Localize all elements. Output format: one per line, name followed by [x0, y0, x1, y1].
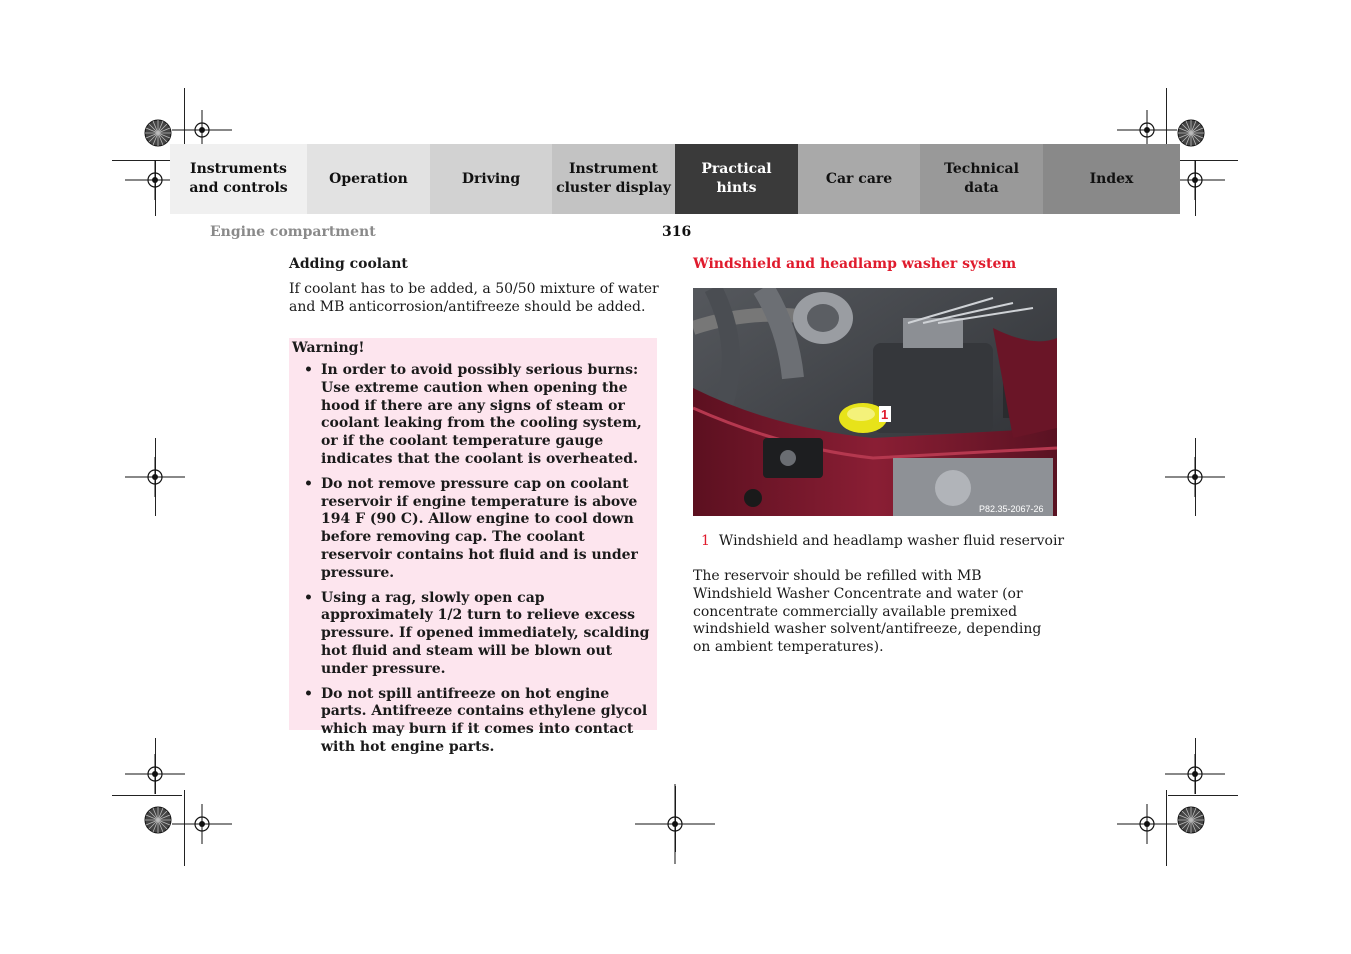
bullet-icon: •: [304, 685, 313, 702]
engine-illustration: [693, 288, 1057, 516]
chapter-tabs: [170, 144, 1180, 214]
adding-coolant-heading: Adding coolant: [289, 256, 408, 272]
warning-box: [289, 338, 657, 755]
tab-index[interactable]: Index: [1043, 144, 1180, 214]
page-number: 316: [662, 224, 692, 240]
engine-compartment-photo: [693, 288, 1057, 516]
tab-car-care[interactable]: Car care: [798, 144, 920, 214]
section-title: Engine compartment: [210, 224, 376, 240]
left-column: [289, 256, 659, 316]
tab-instruments-and-controls[interactable]: Instruments and controls: [170, 144, 307, 214]
caption-text: Windshield and headlamp washer fluid reservoir: [718, 533, 1065, 549]
photo-code: P82.35-2067-26: [979, 504, 1044, 514]
caption-number: 1: [701, 533, 710, 549]
warning-title: Warning!: [292, 340, 365, 356]
warning-item: • Do not remove pressure cap on coolant reservoir if engine temperature is above 194 F (90 C). Allow engine to cool down before removing cap. The coolant reservoir contains hot fluid and is under pressure.: [304, 475, 638, 581]
warning-item: • In order to avoid possibly serious burns: Use extreme caution when opening the hood if there are any signs of steam or coolant leaking from the cooling system, or if the coolant temperature gauge indicates that the coolant is overheated.: [304, 362, 642, 467]
warning-list: [292, 362, 651, 757]
tab-instrument-cluster-display[interactable]: Instrument cluster display: [552, 144, 675, 214]
reservoir-refill-text: The reservoir should be refilled with MB Windshield Washer Concentrate and water (or concentrate commercially available premixed windshield washer solvent/antifreeze, depending on ambient temperatures).: [693, 568, 1042, 656]
bullet-icon: •: [304, 589, 313, 606]
warning-item: • Using a rag, slowly open cap approximately 1/2 turn to relieve excess pressure. If opened immediately, scalding hot fluid and steam will be blown out under pressure.: [304, 589, 650, 677]
adding-coolant-intro: If coolant has to be added, a 50/50 mixture of water and MB anticorrosion/antifreeze should be added.: [289, 281, 659, 315]
figure-caption: [701, 533, 1064, 549]
right-column: [693, 256, 1063, 272]
tab-technical-data[interactable]: Technical data: [920, 144, 1043, 214]
warning-item: • Do not spill antifreeze on hot engine parts. Antifreeze contains ethylene glycol which may burn if it comes into contact with hot engine parts.: [304, 685, 648, 755]
washer-system-heading: Windshield and headlamp washer system: [693, 256, 1017, 272]
bullet-icon: •: [304, 475, 313, 492]
callout-number: 1: [881, 407, 889, 422]
tab-practical-hints[interactable]: Practical hints: [675, 144, 798, 214]
tab-driving[interactable]: Driving: [430, 144, 552, 214]
bullet-icon: •: [304, 362, 313, 378]
tab-operation[interactable]: Operation: [307, 144, 430, 214]
